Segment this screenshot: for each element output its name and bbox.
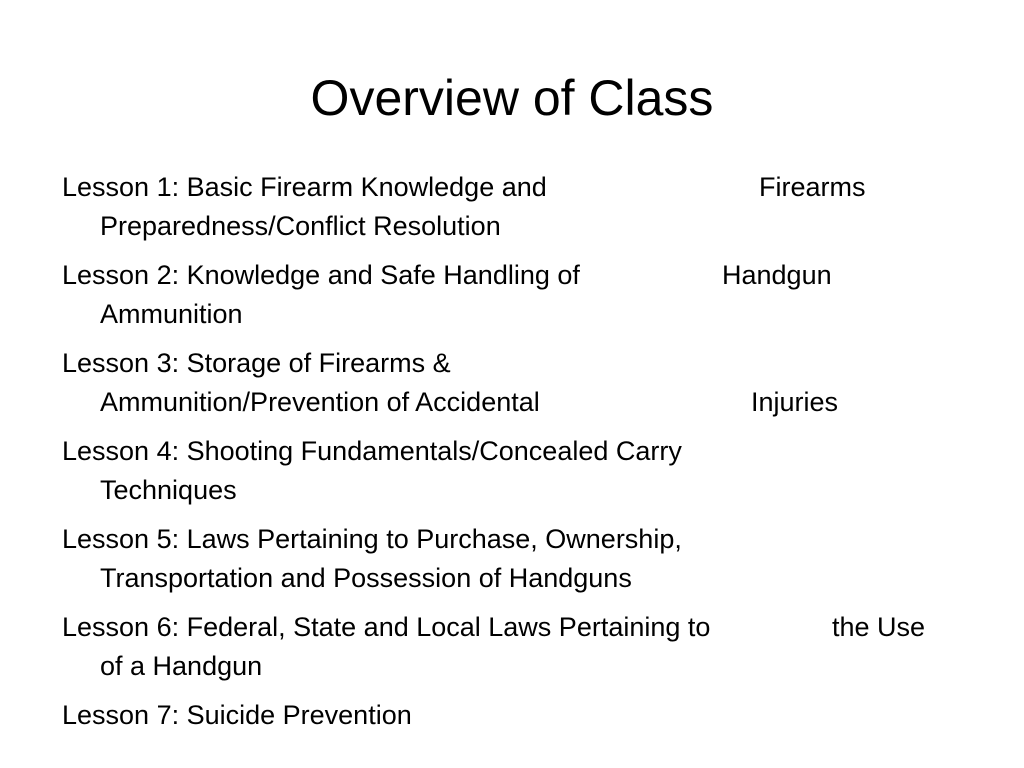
lesson-line	[62, 696, 982, 735]
lesson-text: Lesson 1: Basic Firearm Knowledge and	[62, 172, 547, 202]
lesson-line	[62, 520, 982, 559]
lesson-item	[62, 168, 982, 246]
lesson-item	[62, 344, 982, 422]
lesson-line	[62, 344, 982, 383]
lesson-line	[62, 168, 982, 207]
lesson-item	[62, 520, 982, 598]
lesson-line	[62, 256, 982, 295]
lesson-item	[62, 696, 982, 735]
lesson-text-tabbed: Firearms	[759, 172, 866, 202]
lesson-continuation: Preparedness/Conflict Resolution	[100, 211, 501, 241]
lesson-item	[62, 432, 982, 510]
lesson-continuation: Ammunition	[100, 299, 243, 329]
lesson-text: Lesson 5: Laws Pertaining to Purchase, Ownership,	[62, 524, 682, 554]
lesson-text: Lesson 2: Knowledge and Safe Handling of	[62, 260, 580, 290]
slide-title: Overview of Class	[310, 70, 714, 126]
lesson-text-tabbed: the Use	[832, 612, 926, 642]
lesson-line	[62, 608, 982, 647]
lesson-continuation: Transportation and Possession of Handguns	[100, 563, 632, 593]
lesson-text: Lesson 7: Suicide Prevention	[62, 700, 412, 730]
lesson-item	[62, 608, 982, 686]
lesson-text-tabbed: Handgun	[722, 260, 832, 290]
lesson-continuation: Techniques	[100, 475, 237, 505]
lesson-item	[62, 256, 982, 334]
lesson-text: Lesson 3: Storage of Firearms &	[62, 348, 451, 378]
lesson-continuation: of a Handgun	[100, 651, 263, 681]
lesson-text: Ammunition/Prevention of Accidental	[100, 387, 540, 417]
lesson-text-tabbed: Injuries	[751, 387, 839, 417]
lesson-line	[62, 432, 982, 471]
lesson-text: Lesson 4: Shooting Fundamentals/Concealed Carry	[62, 436, 682, 466]
lesson-text: Lesson 6: Federal, State and Local Laws Pertaining to	[62, 612, 711, 642]
lesson-list	[62, 168, 982, 745]
lesson-continuation	[62, 383, 982, 422]
